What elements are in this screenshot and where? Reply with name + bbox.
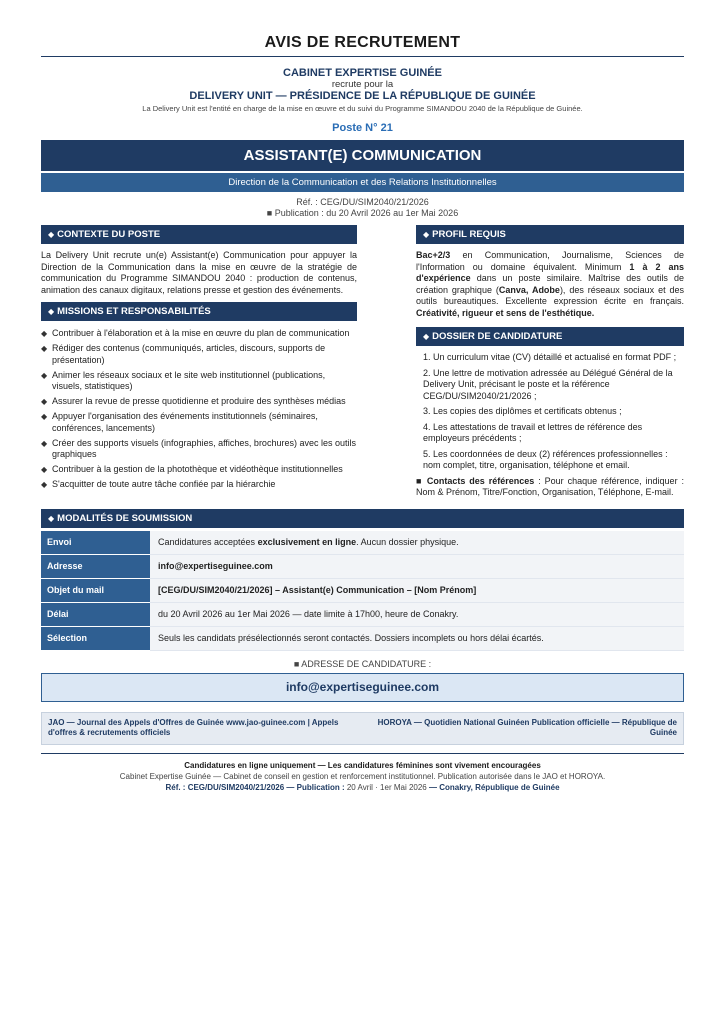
profil-heading: PROFIL REQUIS (432, 229, 506, 240)
dossier-list (423, 352, 684, 472)
delai-label: Délai (41, 602, 150, 626)
adresse-label: Adresse (41, 554, 150, 578)
diamond-bullet-icon: ◆ (41, 344, 48, 353)
job-title: ASSISTANT(E) COMMUNICATION (41, 140, 684, 171)
section-dossier (416, 327, 684, 346)
diamond-bullet-icon: ◆ (41, 397, 48, 406)
contacts-references: ■ Contacts des références : Pour chaque référence, indiquer : Nom & Prénom, Titre/Fonction, Organisation, Téléphone, E-mail. (416, 475, 685, 497)
selection-value: Seuls les candidats présélectionnés seront contactés. Dossiers incomplets ou hors délai écartés. (150, 626, 684, 650)
diamond-icon: ◆ (423, 230, 430, 239)
list-item: ◆ Appuyer l'organisation des événements institutionnels (séminaires, conférences, lancements) (41, 411, 318, 433)
diamond-bullet-icon: ◆ (41, 480, 48, 489)
section-contexte (41, 225, 357, 244)
delivery-unit-name: DELIVERY UNIT — PRÉSIDENCE DE LA RÉPUBLIQUE DE GUINÉE (189, 90, 536, 102)
list-item: 5. Les coordonnées de deux (2) références professionnelles : nom complet, titre, organisation, téléphone et email. (423, 448, 668, 470)
modalites-table (41, 531, 684, 651)
section-profil (416, 225, 684, 244)
diamond-icon: ◆ (48, 307, 55, 316)
list-item: 4. Les attestations de travail et lettres de référence des employeurs précédents ; (423, 421, 643, 443)
list-item: 3. Les copies des diplômes et certificats obtenus ; (423, 406, 622, 416)
modalites-section (41, 509, 684, 651)
reference-block (41, 197, 684, 219)
diamond-bullet-icon: ◆ (41, 370, 48, 380)
delai-value: du 20 Avril 2026 au 1er Mai 2026 — date limite à 17h00, heure de Conakry. (150, 602, 684, 626)
table-row (41, 554, 684, 578)
direction-name: Direction de la Communication et des Relations Institutionnelles (41, 173, 684, 192)
objet-value: [CEG/DU/SIM2040/21/2026] – Assistant(e) Communication – [Nom Prénom] (150, 578, 684, 602)
selection-label: Sélection (41, 626, 150, 650)
diamond-bullet-icon: ◆ (41, 465, 48, 474)
table-row (41, 578, 684, 602)
publications-box (41, 712, 684, 745)
contexte-text: La Delivery Unit recrute un(e) Assistant(e) Communication pour appuyer la Direction de la Communication dans la mise en œuvre de la stratégie de communication du Programme SIMANDOU 2040 : production de contenus, animation des canaux digitaux, relations presse et gestion des événements. (41, 250, 357, 295)
diamond-bullet-icon: ◆ (41, 438, 48, 448)
publication-label: ■ Publication : (266, 208, 324, 218)
diamond-icon: ◆ (48, 230, 55, 239)
list-item: ◆ S'acquitter de toute autre tâche confiée par la hiérarchie (41, 479, 276, 489)
publication-dates: du 20 Avril 2026 au 1er Mai 2026 (326, 208, 459, 218)
diamond-icon: ◆ (48, 513, 55, 523)
list-item: ◆ Animer les réseaux sociaux et le site web institutionnel (publications, visuels, statistiques) (41, 369, 326, 391)
poste-number: Poste N° 21 (332, 122, 393, 134)
cabinet-name: CABINET EXPERTISE GUINÉE (283, 67, 442, 79)
recruitment-notice (41, 34, 684, 792)
contexte-heading: CONTEXTE DU POSTE (57, 229, 161, 240)
horoya-publication: HOROYA — Quotidien National Guinéen Publication officielle — République de Guinée (377, 717, 677, 737)
list-item: 1. Un curriculum vitae (CV) détaillé et actualisé en format PDF ; (423, 352, 677, 362)
envoi-label: Envoi (41, 531, 150, 555)
list-item: ◆ Contribuer à la gestion de la photothèque et vidéothèque institutionnelles (41, 464, 343, 474)
list-item: ◆ Créer des supports visuels (infographies, affiches, brochures) avec les outils graphiques (41, 437, 356, 459)
list-item: ◆ Rédiger des contenus (communiqués, articles, discours, supports de présentation) (41, 343, 326, 365)
jao-publication: JAO — Journal des Appels d'Offres de Guinée www.jao-guinee.com | Appels d'offres & recrutements officiels (48, 717, 339, 737)
diamond-icon: ◆ (423, 332, 430, 341)
profil-text: Bac+2/3 en Communication, Journalisme, Sciences de l'Information ou domaine équivalent. Minimum 1 à 2 ans d'expérience dans un poste similaire. Maîtrise des outils de création graphique (Canva, Adobe), des réseaux sociaux et des outils bureautiques. Excellente expression écrite en français. Créativité, rigueur et sens de l'esthétique. (416, 250, 685, 318)
recrute-text: recrute pour la (331, 79, 394, 90)
right-column (416, 225, 684, 499)
list-item: ◆ Assurer la revue de presse quotidienne et produire des synthèses médias (41, 396, 346, 406)
table-row (41, 626, 684, 650)
title-rule (41, 56, 684, 57)
list-item: 2. Une lettre de motivation adressée au Délégué Général de la Delivery Unit, précisant le poste et la référence CEG/DU/SIM2040/21/2026 ; (423, 367, 673, 401)
envoi-value: Candidatures acceptées exclusivement en ligne. Aucun dossier physique. (150, 531, 684, 555)
table-row (41, 602, 684, 626)
notice-title: AVIS DE RECRUTEMENT (264, 34, 461, 51)
footer-line-2: Cabinet Expertise Guinée — Cabinet de conseil en gestion et renforcement institutionnel. Publication autorisée dans le JAO et HOROYA. (119, 771, 606, 781)
section-modalites (41, 509, 684, 528)
missions-list (41, 328, 357, 491)
missions-heading: MISSIONS ET RESPONSABILITÉS (57, 306, 211, 317)
diamond-bullet-icon: ◆ (41, 329, 48, 338)
left-column (41, 225, 357, 499)
publication-line (41, 208, 684, 219)
objet-label: Objet du mail (41, 578, 150, 602)
dossier-heading: DOSSIER DE CANDIDATURE (432, 331, 563, 342)
reference-line: Réf. : CEG/DU/SIM2040/21/2026 (296, 197, 429, 207)
adresse-candidature-email[interactable]: info@expertiseguinee.com (41, 673, 684, 702)
adresse-value[interactable]: info@expertiseguinee.com (150, 554, 684, 578)
footer-rule (41, 753, 684, 754)
two-columns (41, 225, 684, 499)
modalites-heading: MODALITÉS DE SOUMISSION (57, 512, 193, 524)
footer-line-3: Réf. : CEG/DU/SIM2040/21/2026 — Publication : 20 Avril · 1er Mai 2026 — Conakry, République de Guinée (165, 782, 560, 792)
delivery-unit-description: La Delivery Unit est l'entité en charge de la mise en œuvre et du suivi du Programme SIMANDOU 2040 de la République de Guinée. (142, 104, 583, 113)
table-row (41, 531, 684, 555)
section-missions (41, 302, 357, 321)
footer-line-1: Candidatures en ligne uniquement — Les candidatures féminines sont vivement encouragées (184, 760, 541, 770)
adresse-candidature-label: ■ ADRESSE DE CANDIDATURE : (293, 658, 432, 669)
diamond-bullet-icon: ◆ (41, 412, 48, 421)
list-item: ◆ Contribuer à l'élaboration et à la mise en œuvre du plan de communication (41, 328, 350, 338)
